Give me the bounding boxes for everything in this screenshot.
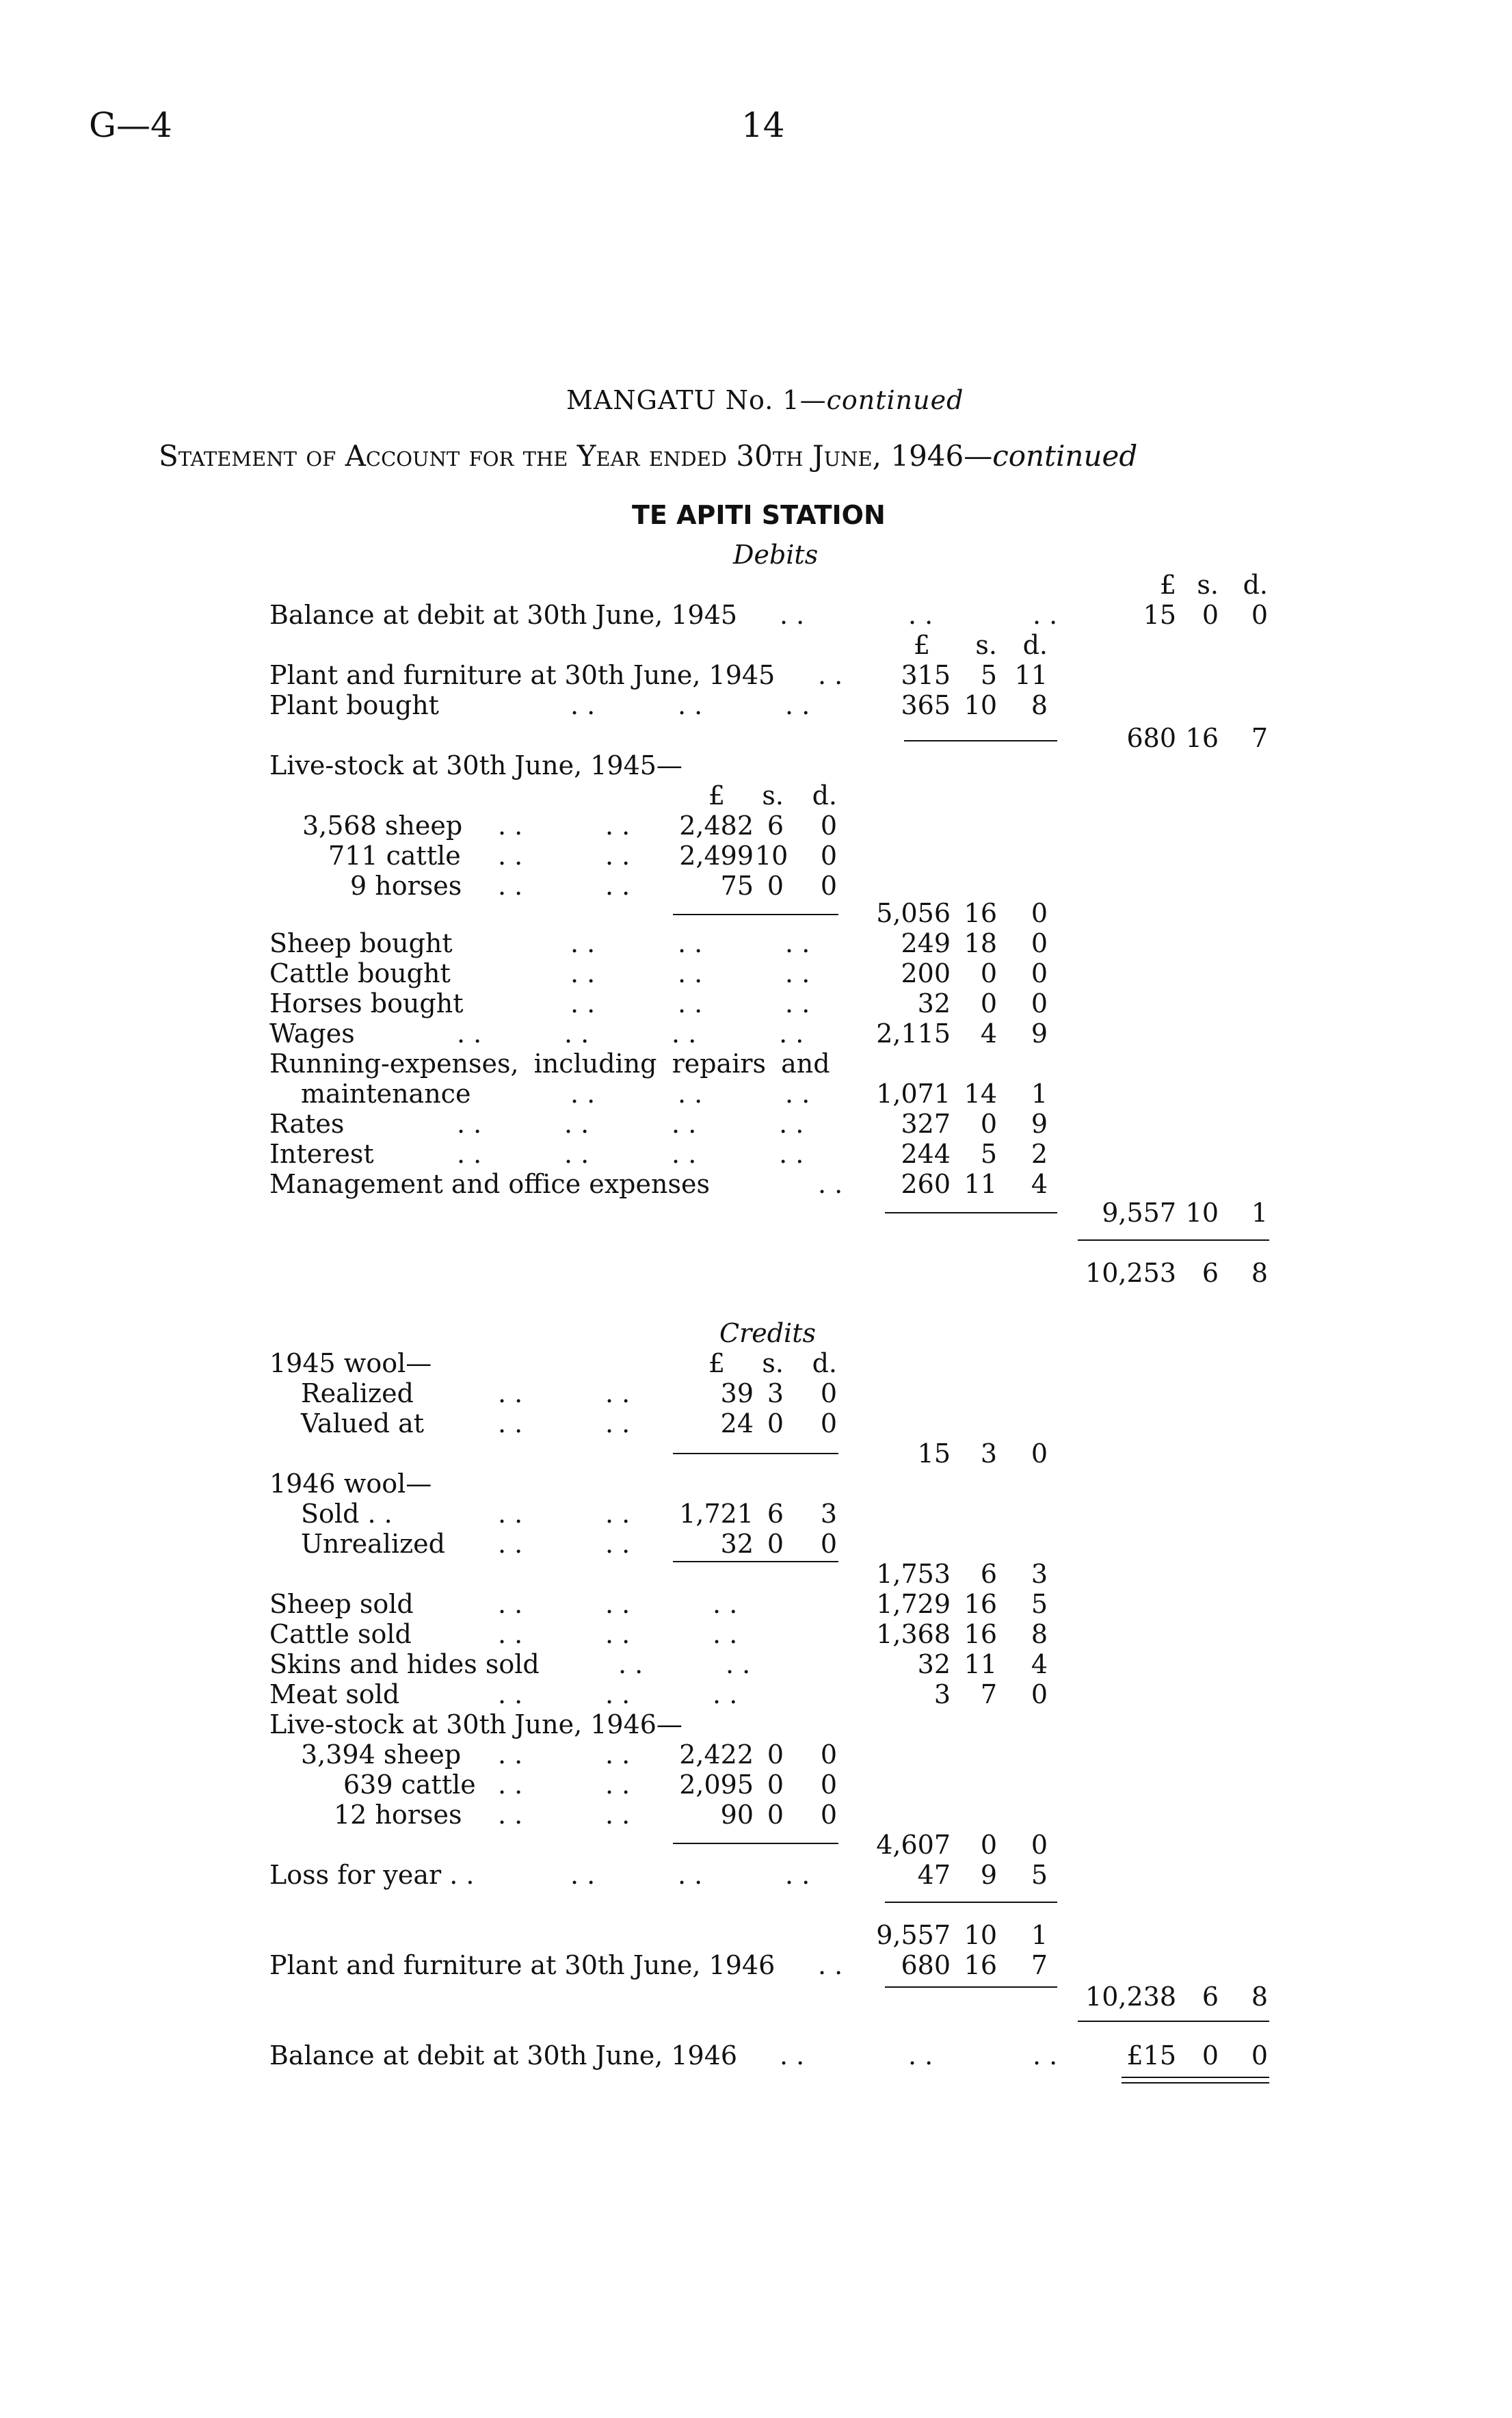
debit-balance-label: Balance at debit at 30th June, 1945 [269,600,738,630]
wool-1945-total-shilling: 3 [980,1438,997,1469]
cattle-sold-label: Cattle sold [269,1619,412,1649]
loss-for-year-shilling: 9 [980,1860,997,1890]
wool-1946-unrealized-label: Unrealized [301,1529,445,1559]
debit-balance-shilling: 0 [1202,600,1219,630]
skins-hides-sold-label: Skins and hides sold [269,1649,540,1679]
balance-1946-pound: £15 [1126,2040,1176,2071]
debit-balance-dots3: . . [1033,600,1058,630]
livestock-1945-sheep-label: 3,568 sheep [302,811,463,841]
running-expenses-shilling: 14 [964,1079,997,1109]
rates-pound: 327 [901,1109,951,1139]
sheep-bought-pound: 249 [901,928,951,958]
final-double-rule-top [1122,2077,1269,2078]
col2-shilling-head: s. [975,630,997,660]
section-heading-continued: continued [826,385,964,415]
livestock-1946-cattle-pence: 0 [820,1770,837,1800]
sheep-bought-shilling: 18 [964,928,997,958]
livestock-1946-sheep-label: 3,394 sheep [301,1739,462,1770]
credit-col1-shilling-head: s. [762,1348,784,1378]
debit-grand-total-pence: 8 [1251,1258,1268,1288]
skins-hides-sold-shilling: 11 [964,1649,997,1679]
livestock-1945-total-pence: 0 [1031,898,1048,928]
plant-total-shilling: 16 [1185,723,1219,753]
wool-1945-realized-dots: . . . . [498,1378,631,1408]
wool-1945-valued-pence: 0 [820,1408,837,1438]
plant-furniture-1945-shilling: 5 [980,660,997,690]
wool-1946-unrealized-pence: 0 [820,1529,837,1559]
plant-furniture-1945-dots: . . [818,660,843,690]
plant-total-pence: 7 [1251,723,1268,753]
livestock-1945-cattle-pence: 0 [820,841,837,871]
wool-1946-rule [673,1561,838,1562]
credit-subtotal-shilling: 10 [964,1920,997,1950]
debit-items-rule [885,1212,1057,1213]
statement-heading-text: Statement of Account for the Year ended 30th June, 1946— [159,439,993,473]
interest-dots: . . . . . . . . [457,1139,804,1169]
plant-furniture-1946-pound: 680 [901,1950,951,1980]
rates-dots: . . . . . . . . [457,1109,804,1139]
wool-1946-total-shilling: 6 [980,1559,997,1589]
plant-bought-label: Plant bought [269,690,439,720]
balance-1946-dots2: . . [908,2040,933,2071]
sheep-sold-shilling: 16 [964,1589,997,1619]
plant-furniture-1945-label: Plant and furniture at 30th June, 1945 [269,660,775,690]
credit-total-rule [1078,2021,1269,2022]
plant-furniture-1946-rule [885,1986,1057,1988]
rates-shilling: 0 [980,1109,997,1139]
livestock-1946-heading: Live-stock at 30th June, 1946— [269,1709,682,1739]
station-title: TE APITI STATION [632,500,886,530]
running-expenses-dots: . . . . . . [570,1079,810,1109]
wool-1946-sold-shilling: 6 [767,1499,784,1529]
section-heading [566,387,964,413]
horses-bought-dots: . . . . . . [570,988,810,1019]
interest-shilling: 5 [980,1139,997,1169]
horses-bought-pence: 0 [1031,988,1048,1019]
wool-1946-sold-dots: . . . . [498,1499,631,1529]
management-expenses-shilling: 11 [964,1169,997,1199]
wages-dots: . . . . . . . . [457,1019,804,1049]
wool-1945-realized-pence: 0 [820,1378,837,1408]
col1-pence-head: d. [812,780,837,811]
meat-sold-dots: . . . . . . [498,1679,738,1709]
wages-pound: 2,115 [876,1019,951,1049]
running-expenses-pound: 1,071 [876,1079,951,1109]
livestock-1946-sheep-dots: . . . . [498,1739,631,1770]
meat-sold-pound: 3 [933,1679,951,1709]
balance-1946-dots: . . [780,2040,805,2071]
sheep-sold-dots: . . . . . . [498,1589,738,1619]
page-number: 14 [741,105,785,145]
wool-1946-sold-pound: 1,721 [679,1499,754,1529]
livestock-1945-horses-pound: 75 [720,871,754,901]
cattle-sold-pence: 8 [1031,1619,1048,1649]
plant-subtotal-rule [904,740,1057,741]
rates-label: Rates [269,1109,345,1139]
horses-bought-label: Horses bought [269,988,464,1019]
credit-col1-pence-head: d. [812,1348,837,1378]
plant-furniture-1945-pound: 315 [901,660,951,690]
document-code: G—4 [89,105,172,145]
col3-shilling-head: s. [1197,570,1219,600]
plant-furniture-1946-dots: . . [818,1950,843,1980]
livestock-1946-sheep-shilling: 0 [767,1739,784,1770]
section-heading-text: MANGATU No. 1— [566,385,827,415]
livestock-1945-horses-dots: . . . . [498,871,631,901]
cattle-sold-pound: 1,368 [876,1619,951,1649]
cattle-bought-pence: 0 [1031,958,1048,988]
skins-hides-sold-pence: 4 [1031,1649,1048,1679]
livestock-1945-cattle-shilling: 10 [755,841,788,871]
loss-for-year-dots: . . . . . . [570,1860,810,1890]
plant-furniture-1946-shilling: 16 [964,1950,997,1980]
cattle-bought-label: Cattle bought [269,958,451,988]
wool-1945-realized-shilling: 3 [767,1378,784,1408]
wool-1946-unrealized-shilling: 0 [767,1529,784,1559]
cattle-sold-shilling: 16 [964,1619,997,1649]
sheep-bought-dots: . . . . . . [570,928,810,958]
balance-1946-dots3: . . [1033,2040,1058,2071]
running-expenses-label-line1: Running-expenses, including repairs and [269,1049,830,1079]
sheep-bought-label: Sheep bought [269,928,453,958]
livestock-1945-sheep-shilling: 6 [767,811,784,841]
wool-1946-heading: 1946 wool— [269,1469,432,1499]
wool-1945-realized-label: Realized [301,1378,414,1408]
loss-for-year-label: Loss for year . . [269,1860,475,1890]
plant-furniture-1946-pence: 7 [1031,1950,1048,1980]
plant-bought-pence: 8 [1031,690,1048,720]
horses-bought-shilling: 0 [980,988,997,1019]
skins-hides-sold-pound: 32 [917,1649,951,1679]
wool-1945-realized-pound: 39 [720,1378,754,1408]
meat-sold-pence: 0 [1031,1679,1048,1709]
loss-for-year-pence: 5 [1031,1860,1048,1890]
debit-balance-pence: 0 [1251,600,1268,630]
livestock-1946-horses-shilling: 0 [767,1800,784,1830]
wages-pence: 9 [1031,1019,1048,1049]
wool-1945-valued-label: Valued at [301,1408,425,1438]
livestock-1945-cattle-dots: . . . . [498,841,631,871]
wool-1945-valued-dots: . . . . [498,1408,631,1438]
rates-pence: 9 [1031,1109,1048,1139]
debit-total-rule [1078,1239,1269,1241]
plant-furniture-1946-label: Plant and furniture at 30th June, 1946 [269,1950,775,1980]
credit-subtotal-rule [885,1902,1057,1903]
statement-heading [159,439,1138,473]
debit-subtotal-pence: 1 [1251,1198,1268,1228]
plant-furniture-1945-pence: 11 [1014,660,1048,690]
livestock-1946-cattle-label: 639 cattle [343,1770,476,1800]
livestock-1945-sheep-dots: . . . . [498,811,631,841]
balance-1946-label: Balance at debit at 30th June, 1946 [269,2040,738,2071]
debit-subtotal-shilling: 10 [1185,1198,1219,1228]
livestock-1945-sheep-pound: 2,482 [679,811,754,841]
wool-1945-total-pound: 15 [917,1438,951,1469]
wool-1946-unrealized-dots: . . . . [498,1529,631,1559]
cattle-bought-pound: 200 [901,958,951,988]
statement-heading-continued: continued [992,439,1138,473]
running-expenses-pence: 1 [1031,1079,1048,1109]
meat-sold-label: Meat sold [269,1679,400,1709]
livestock-1945-total-shilling: 16 [964,898,997,928]
livestock-1946-horses-dots: . . . . [498,1800,631,1830]
management-expenses-pence: 4 [1031,1169,1048,1199]
credit-subtotal-pound: 9,557 [876,1920,951,1950]
credit-grand-total-shilling: 6 [1202,1982,1219,2012]
livestock-1946-horses-pound: 90 [720,1800,754,1830]
livestock-1946-total-pound: 4,607 [876,1830,951,1860]
sheep-bought-pence: 0 [1031,928,1048,958]
livestock-1946-cattle-dots: . . . . [498,1770,631,1800]
interest-label: Interest [269,1139,374,1169]
wool-1946-sold-label: Sold . . [301,1499,393,1529]
wool-1946-total-pound: 1,753 [876,1559,951,1589]
final-double-rule-bottom [1122,2082,1269,2084]
credit-subtotal-pence: 1 [1031,1920,1048,1950]
interest-pence: 2 [1031,1139,1048,1169]
livestock-1946-sheep-pence: 0 [820,1739,837,1770]
livestock-1946-cattle-shilling: 0 [767,1770,784,1800]
debit-balance-pound: 15 [1143,600,1176,630]
plant-bought-dots: . . . . . . [570,690,810,720]
livestock-1945-horses-label: 9 horses [350,871,462,901]
col2-pound-head: £ [913,630,930,660]
wool-1946-unrealized-pound: 32 [720,1529,754,1559]
wool-1945-total-pence: 0 [1031,1438,1048,1469]
debit-grand-total-pound: 10,253 [1085,1258,1176,1288]
balance-1946-pence: 0 [1251,2040,1268,2071]
wool-1946-total-pence: 3 [1031,1559,1048,1589]
plant-bought-pound: 365 [901,690,951,720]
livestock-1945-horses-shilling: 0 [767,871,784,901]
livestock-1946-rule [673,1843,838,1844]
cattle-bought-shilling: 0 [980,958,997,988]
livestock-1946-sheep-pound: 2,422 [679,1739,754,1770]
col1-shilling-head: s. [762,780,784,811]
col2-pence-head: d. [1022,630,1048,660]
livestock-1945-sheep-pence: 0 [820,811,837,841]
management-expenses-label: Management and office expenses [269,1169,710,1199]
livestock-1945-rule [673,914,838,915]
livestock-1945-horses-pence: 0 [820,871,837,901]
meat-sold-shilling: 7 [980,1679,997,1709]
sheep-sold-label: Sheep sold [269,1589,414,1619]
livestock-1946-cattle-pound: 2,095 [679,1770,754,1800]
debit-subtotal-pound: 9,557 [1102,1198,1176,1228]
credit-grand-total-pence: 8 [1251,1982,1268,2012]
livestock-1945-heading: Live-stock at 30th June, 1945— [269,750,682,780]
wool-1945-heading: 1945 wool— [269,1348,432,1378]
wool-1946-sold-pence: 3 [820,1499,837,1529]
sheep-sold-pound: 1,729 [876,1589,951,1619]
horses-bought-pound: 32 [917,988,951,1019]
wool-1945-rule [673,1453,838,1454]
wool-1945-valued-pound: 24 [720,1408,754,1438]
plant-bought-shilling: 10 [964,690,997,720]
cattle-sold-dots: . . . . . . [498,1619,738,1649]
balance-1946-shilling: 0 [1202,2040,1219,2071]
livestock-1945-total-pound: 5,056 [876,898,951,928]
livestock-1946-horses-label: 12 horses [334,1800,462,1830]
skins-hides-sold-dots: . . . . [618,1649,751,1679]
debits-label: Debits [733,540,819,570]
management-expenses-dots: . . [818,1169,843,1199]
loss-for-year-pound: 47 [917,1860,951,1890]
debit-balance-dots2: . . [908,600,933,630]
debit-balance-dots: . . [780,600,805,630]
col3-pence-head: d. [1243,570,1268,600]
debit-grand-total-shilling: 6 [1202,1258,1219,1288]
credit-grand-total-pound: 10,238 [1085,1982,1176,2012]
management-expenses-pound: 260 [901,1169,951,1199]
plant-total-pound: 680 [1126,723,1176,753]
credit-col1-pound-head: £ [708,1348,725,1378]
sheep-sold-pence: 5 [1031,1589,1048,1619]
livestock-1945-cattle-pound: 2,499 [679,841,754,871]
livestock-1946-total-pence: 0 [1031,1830,1048,1860]
wool-1945-valued-shilling: 0 [767,1408,784,1438]
interest-pound: 244 [901,1139,951,1169]
cattle-bought-dots: . . . . . . [570,958,810,988]
col3-pound-head: £ [1159,570,1176,600]
livestock-1946-horses-pence: 0 [820,1800,837,1830]
livestock-1945-cattle-label: 711 cattle [328,841,461,871]
wages-label: Wages [269,1019,355,1049]
col1-pound-head: £ [708,780,725,811]
credits-label: Credits [719,1318,816,1348]
livestock-1946-total-shilling: 0 [980,1830,997,1860]
running-expenses-label-line2: maintenance [301,1079,471,1109]
wages-shilling: 4 [980,1019,997,1049]
